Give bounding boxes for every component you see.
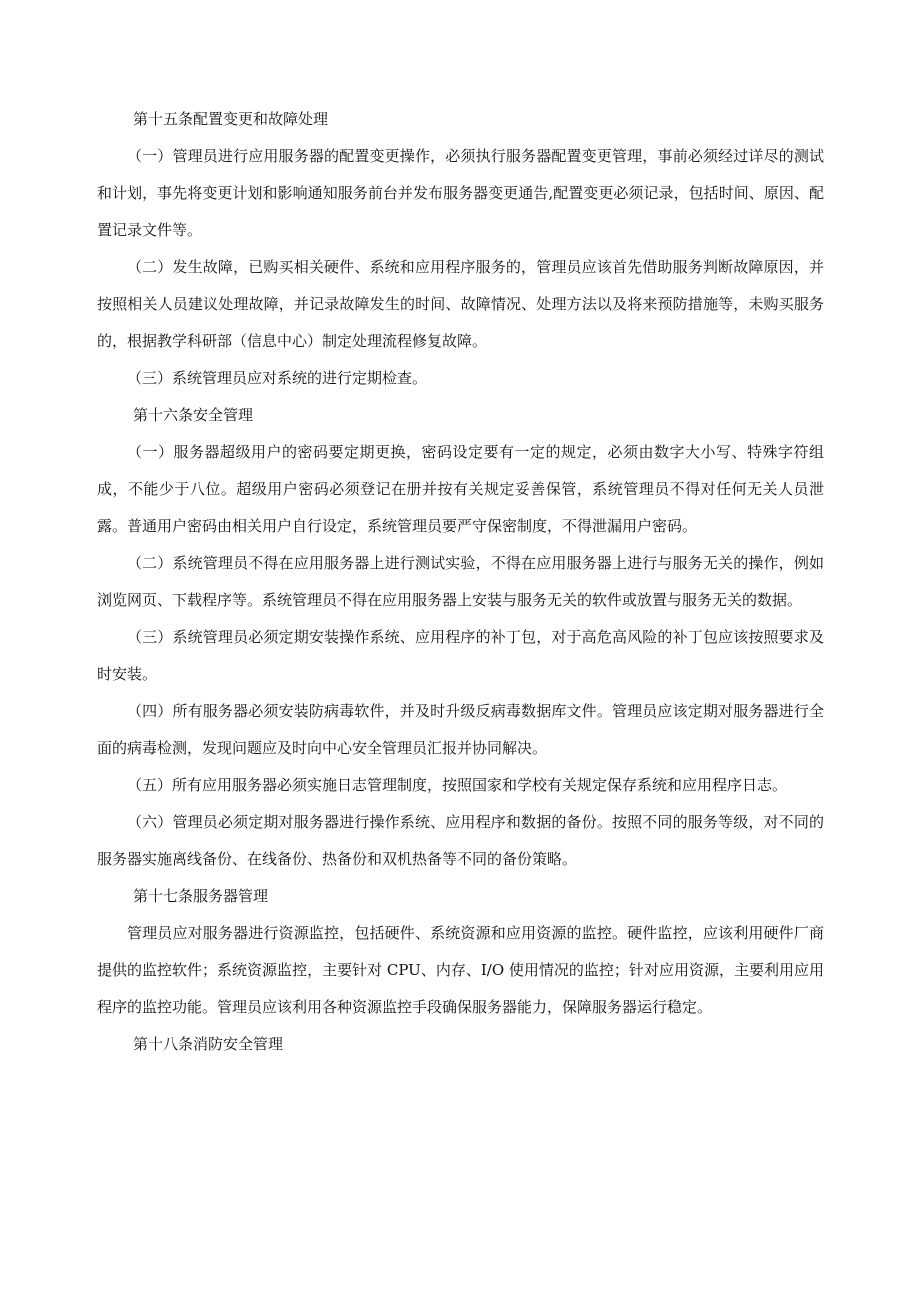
paragraph: （三）系统管理员应对系统的进行定期检查。 xyxy=(127,369,428,387)
section-heading-15: 第十五条配置变更和故障处理 xyxy=(133,110,329,128)
section-heading-17: 第十七条服务器管理 xyxy=(133,887,269,905)
paragraph: （一）服务器超级用户的密码要定期更换，密码设定要有一定的规定，必须由数字大小写、特殊字符组成，不能少于八位。超级用户密码必须登记在册并按有关规定妥善保管，系统管理员不得对任何无关人员泄露。普通用户密码由相关用户自行设定，系统管理员要严守保密制度，不得泄漏用户密码。 xyxy=(97,443,824,535)
paragraph: （一）管理员进行应用服务器的配置变更操作，必须执行服务器配置变更管理，事前必须经过详尽的测试和计划，事先将变更计划和影响通知服务前台并发布服务器变更通告,配置变更必须记录，包括时间、原因、配置记录文件等。 xyxy=(97,147,824,239)
paragraph: （四）所有服务器必须安装防病毒软件，并及时升级反病毒数据库文件。管理员应该定期对服务器进行全面的病毒检测，发现问题应及时向中心安全管理员汇报并协同解决。 xyxy=(97,702,824,757)
paragraph: （六）管理员必须定期对服务器进行操作系统、应用程序和数据的备份。按照不同的服务等级，对不同的服务器实施离线备份、在线备份、热备份和双机热备等不同的备份策略。 xyxy=(97,813,824,868)
section-heading-18: 第十八条消防安全管理 xyxy=(133,1035,284,1053)
section-heading-16: 第十六条安全管理 xyxy=(133,406,254,424)
paragraph: （二）系统管理员不得在应用服务器上进行测试实验，不得在应用服务器上进行与服务无关的操作，例如浏览网页、下载程序等。系统管理员不得在应用服务器上安装与服务无关的软件或放置与服务无关的数据。 xyxy=(97,554,824,609)
paragraph: 管理员应对服务器进行资源监控，包括硬件、系统资源和应用资源的监控。硬件监控，应该利用硬件厂商提供的监控软件；系统资源监控，主要针对 CPU、内存、I/O 使用情况的监控；针对应用资源，主要利用应用程序的监控功能。管理员应该利用各种资源监控手段确保服务器能力，保障服务器运行稳定。 xyxy=(97,924,824,1016)
paragraph: （三）系统管理员必须定期安装操作系统、应用程序的补丁包，对于高危高风险的补丁包应该按照要求及时安装。 xyxy=(97,628,824,683)
paragraph: （二）发生故障，已购买相关硬件、系统和应用程序服务的，管理员应该首先借助服务判断故障原因，并按照相关人员建议处理故障，并记录故障发生的时间、故障情况、处理方法以及将来预防措施等，未购买服务的，根据教学科研部（信息中心）制定处理流程修复故障。 xyxy=(97,258,824,350)
document-page xyxy=(97,101,824,1063)
paragraph: （五）所有应用服务器必须实施日志管理制度，按照国家和学校有关规定保存系统和应用程序日志。 xyxy=(127,776,788,794)
